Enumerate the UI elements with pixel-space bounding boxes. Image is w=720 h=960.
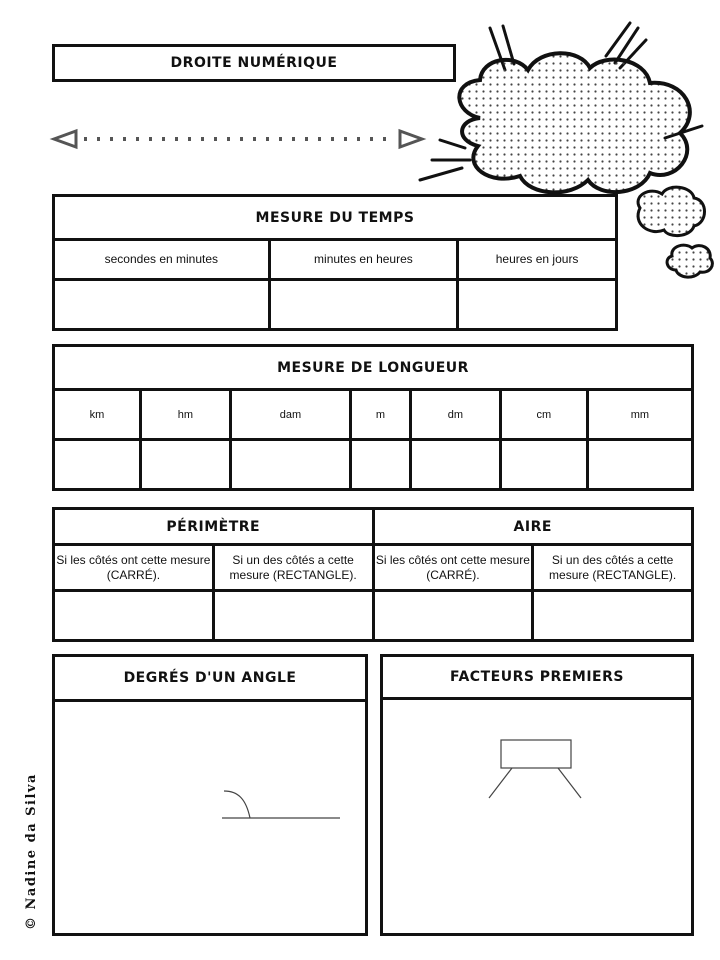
unit-dm: dm	[410, 390, 500, 440]
length-answer-cell[interactable]	[500, 440, 587, 490]
perimeter-title: PÉRIMÈTRE	[54, 509, 374, 545]
angle-title: DEGRÉS D'UN ANGLE	[123, 670, 297, 686]
length-answer-cell[interactable]	[54, 440, 141, 490]
arrow-left-icon	[54, 131, 76, 147]
time-col-minutes-hours: minutes en heures	[269, 240, 457, 280]
length-answer-cell[interactable]	[351, 440, 411, 490]
unit-hm: hm	[140, 390, 230, 440]
length-answer-cell[interactable]	[587, 440, 692, 490]
area-answer-cell[interactable]	[373, 591, 533, 641]
prime-title-bar	[383, 657, 691, 700]
time-answer-cell[interactable]	[269, 280, 457, 330]
perimeter-area-table	[52, 507, 694, 642]
angle-title-bar	[55, 657, 365, 702]
prime-title: FACTEURS PREMIERS	[450, 669, 624, 685]
perimeter-rectangle-label: Si un des côtés a cette mesure (RECTANGLE).	[213, 545, 373, 591]
length-answer-cell[interactable]	[230, 440, 350, 490]
time-table-title: MESURE DU TEMPS	[54, 196, 617, 240]
time-answer-cell[interactable]	[54, 280, 270, 330]
time-answer-cell[interactable]	[458, 280, 617, 330]
length-answer-cell[interactable]	[410, 440, 500, 490]
angle-drawing	[220, 785, 345, 825]
area-answer-cell[interactable]	[533, 591, 693, 641]
unit-mm: mm	[587, 390, 692, 440]
perimeter-answer-cell[interactable]	[213, 591, 373, 641]
unit-km: km	[54, 390, 141, 440]
time-table	[52, 194, 618, 331]
length-table	[52, 344, 694, 491]
time-col-seconds-minutes: secondes en minutes	[54, 240, 270, 280]
length-table-title: MESURE DE LONGUEUR	[54, 346, 693, 390]
length-answer-cell[interactable]	[140, 440, 230, 490]
area-title: AIRE	[373, 509, 693, 545]
area-rectangle-label: Si un des côtés a cette mesure (RECTANGLE).	[533, 545, 693, 591]
perimeter-answer-cell[interactable]	[54, 591, 214, 641]
time-col-hours-days: heures en jours	[458, 240, 617, 280]
perimeter-square-label: Si les côtés ont cette mesure (CARRÉ).	[54, 545, 214, 591]
number-line-title: DROITE NUMÉRIQUE	[170, 55, 338, 71]
copyright-text: © Nadine da Silva	[24, 773, 39, 930]
unit-m: m	[351, 390, 411, 440]
factor-tree-drawing	[486, 738, 586, 803]
unit-dam: dam	[230, 390, 350, 440]
unit-cm: cm	[500, 390, 587, 440]
area-square-label: Si les côtés ont cette mesure (CARRÉ).	[373, 545, 533, 591]
number-line-title-box	[52, 44, 456, 82]
number-line	[50, 124, 430, 154]
